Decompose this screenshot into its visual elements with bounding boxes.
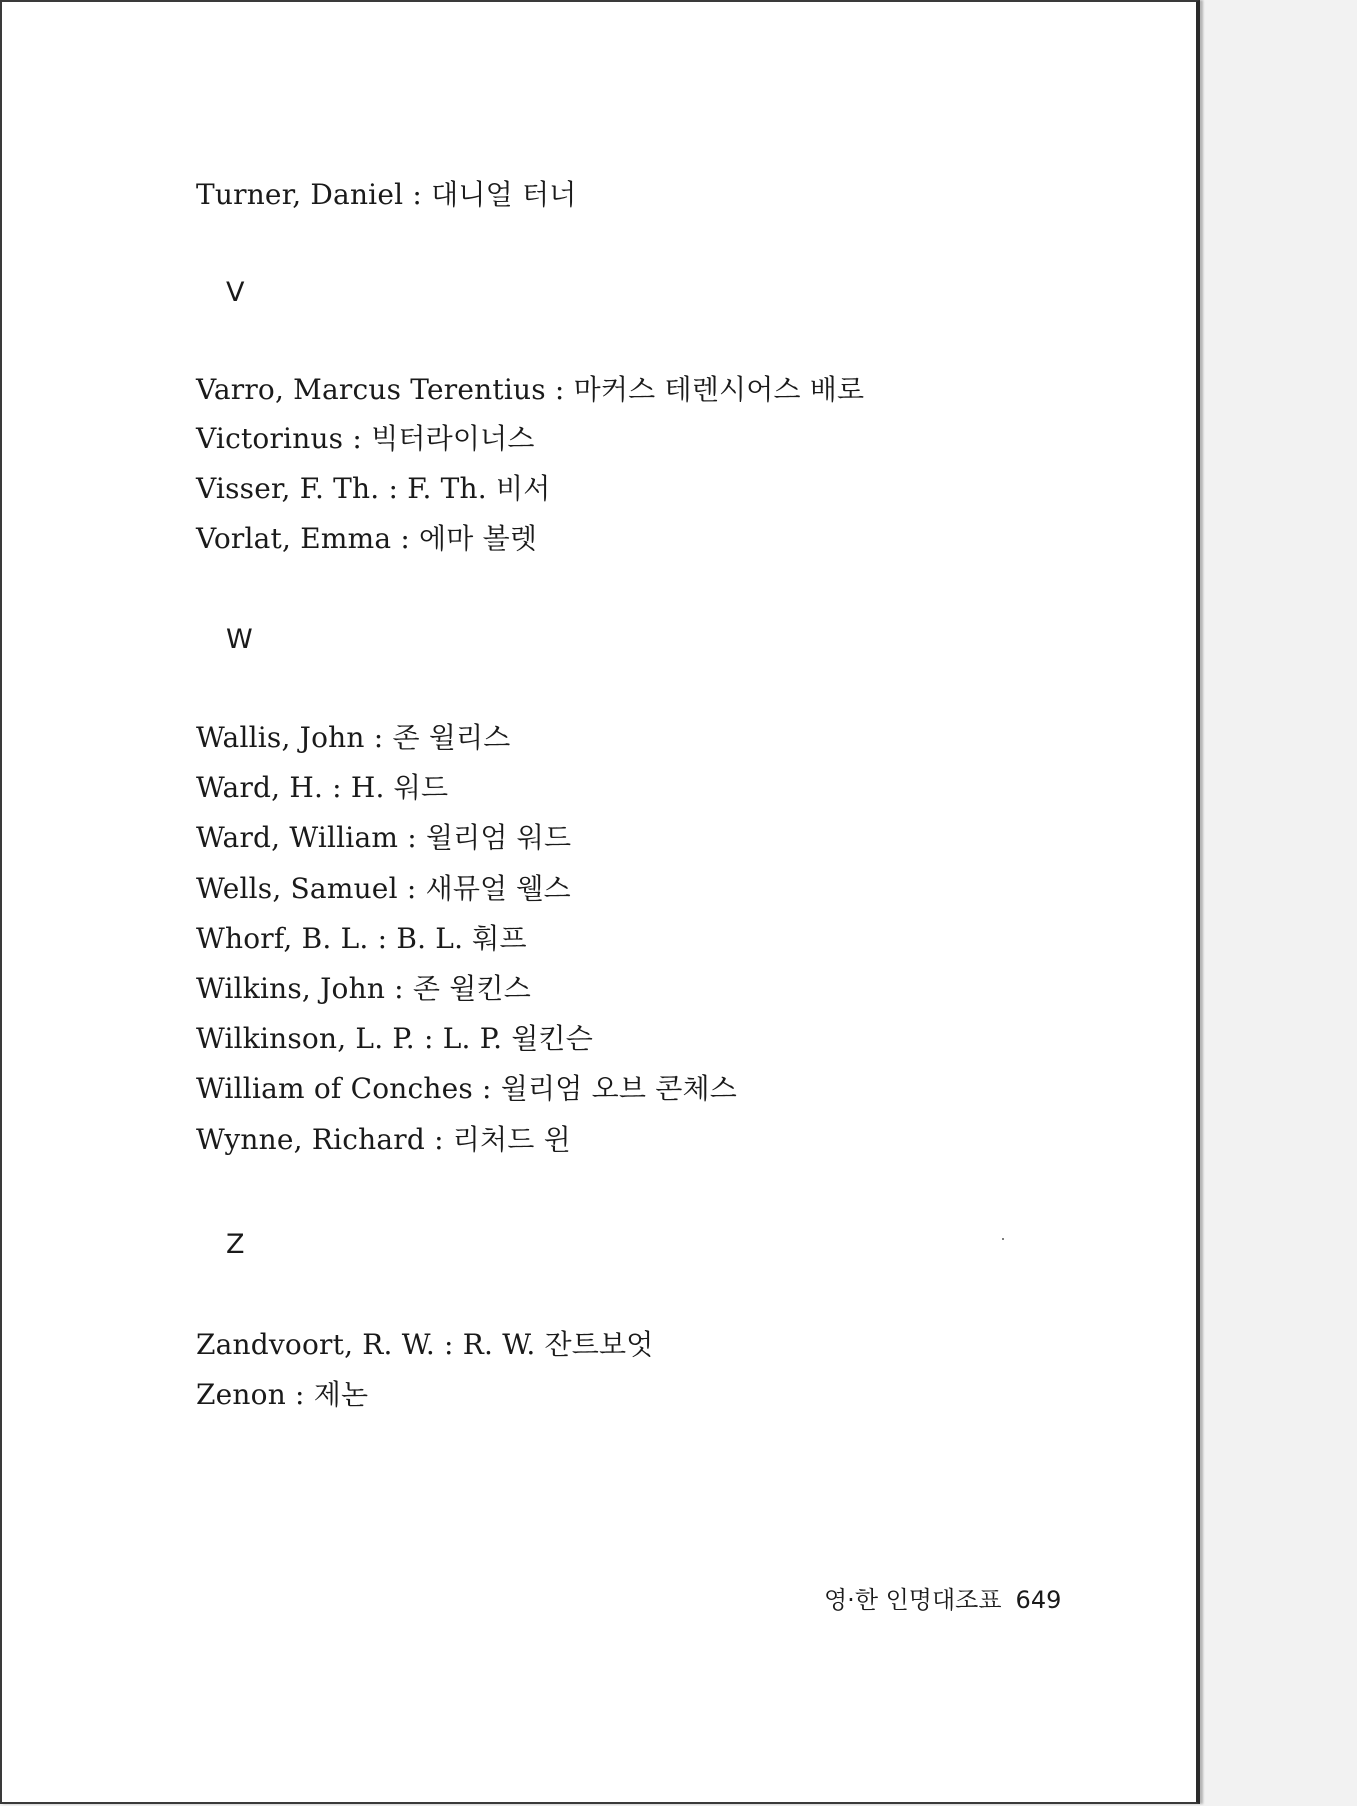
index-entry-turner: Turner, Daniel : 대니얼 터너: [196, 178, 577, 211]
section-letter-w: W: [226, 624, 253, 655]
scan-speck: [1002, 1238, 1004, 1240]
index-entry-vorlat: Vorlat, Emma : 에마 볼렛: [196, 522, 538, 555]
index-entry-ward-william: Ward, William : 윌리엄 워드: [196, 821, 572, 854]
index-entry-wilkins: Wilkins, John : 존 윌킨스: [196, 972, 531, 1005]
index-entry-wells: Wells, Samuel : 새뮤얼 웰스: [196, 872, 571, 905]
index-entry-visser: Visser, F. Th. : F. Th. 비서: [196, 472, 551, 505]
section-letter-v: V: [226, 277, 245, 308]
index-entry-wallis: Wallis, John : 존 윌리스: [196, 721, 511, 754]
index-entry-victorinus: Victorinus : 빅터라이너스: [196, 422, 535, 455]
index-entry-zenon: Zenon : 제논: [196, 1378, 369, 1411]
index-entry-wynne: Wynne, Richard : 리처드 윈: [196, 1123, 571, 1156]
running-footer-title: 영·한 인명대조표: [824, 1586, 1002, 1614]
index-entry-william-of-conches: William of Conches : 윌리엄 오브 콘체스: [196, 1072, 737, 1105]
index-entry-varro: Varro, Marcus Terentius : 마커스 테렌시어스 배로: [196, 373, 865, 406]
page-footer: [824, 1584, 1061, 1616]
index-entry-ward-h: Ward, H. : H. 워드: [196, 771, 449, 804]
page-number: 649: [1015, 1586, 1062, 1614]
section-letter-z: Z: [226, 1229, 245, 1260]
index-entry-whorf: Whorf, B. L. : B. L. 훠프: [196, 922, 527, 955]
index-entry-wilkinson: Wilkinson, L. P. : L. P. 윌킨슨: [196, 1022, 594, 1055]
index-entry-zandvoort: Zandvoort, R. W. : R. W. 잔트보엇: [196, 1328, 654, 1361]
